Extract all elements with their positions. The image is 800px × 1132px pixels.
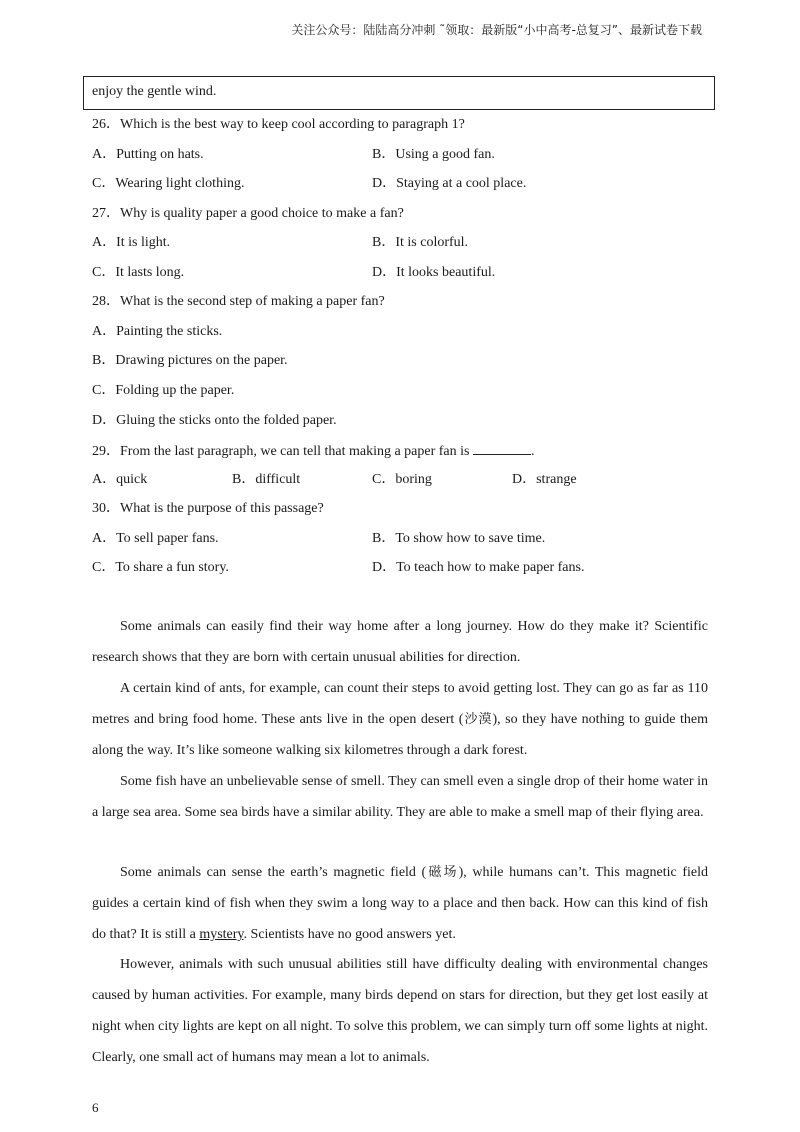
passage-paragraph-5: However, animals with such unusual abilities still have difficulty dealing with environmental changes caused by human activities. For example, many birds depend on stars for direction, but they get lost easily at night when city lights are kept on all night. To solve this problem, we can simply turn off some lights at night. Clearly, one small act of humans may mean a lot to animals. bbox=[92, 957, 708, 1065]
question-28-option-b: B．Drawing pictures on the paper. bbox=[92, 353, 288, 368]
question-28-stem: 28．What is the second step of making a paper fan? bbox=[92, 294, 385, 309]
p4-text-c: . Scientists have no good answers yet. bbox=[243, 927, 456, 942]
question-30-option-c: C．To share a fun story. bbox=[92, 560, 229, 575]
passage-paragraph-2 bbox=[92, 673, 708, 766]
answer-blank bbox=[473, 442, 531, 455]
question-26-option-d: D．Staying at a cool place. bbox=[372, 176, 527, 191]
p4-text-b: ), while humans can’t. This magnetic field guides a certain kind of fish when they swim a long way to a place and then back. How can this kind of fish do that? It is still a bbox=[92, 865, 708, 942]
question-30-option-a: A．To sell paper fans. bbox=[92, 531, 219, 546]
question-26-option-b: B．Using a good fan. bbox=[372, 147, 495, 162]
question-28-option-c: C．Folding up the paper. bbox=[92, 383, 235, 398]
question-30-option-d: D．To teach how to make paper fans. bbox=[372, 560, 585, 575]
question-29-option-d: D．strange bbox=[512, 472, 577, 487]
question-26-option-a: A．Putting on hats. bbox=[92, 147, 204, 162]
question-26-stem: 26．Which is the best way to keep cool according to paragraph 1? bbox=[92, 117, 465, 132]
p4-underlined-word: mystery bbox=[199, 927, 244, 942]
passage-paragraph-4 bbox=[92, 857, 708, 950]
passage-paragraph-1: Some animals can easily find their way home after a long journey. How do they make it? Scientific research shows that they are born with certain unusual abilities for direction. bbox=[92, 619, 708, 665]
question-29-option-c: C．boring bbox=[372, 472, 432, 487]
question-29-stem-text: 29．From the last paragraph, we can tell that making a paper fan is bbox=[92, 444, 470, 459]
question-29-option-a: A．quick bbox=[92, 472, 148, 487]
question-27-stem: 27．Why is quality paper a good choice to make a fan? bbox=[92, 206, 404, 221]
boxed-text: enjoy the gentle wind. bbox=[92, 84, 217, 99]
passage-paragraph-3: Some fish have an unbelievable sense of smell. They can smell even a single drop of their home water in a large sea area. Some sea birds have a similar ability. They are able to make a smell map of their flying area. bbox=[92, 774, 708, 820]
p4-chinese-gloss: 磁场 bbox=[426, 865, 459, 880]
p2-text-a: A certain kind of ants, for example, can count their steps to avoid getting lost. They can go as far as 110 metres and bring food home. These ants live in the open desert ( bbox=[92, 681, 708, 727]
p4-text-a: Some animals can sense the earth’s magnetic field ( bbox=[120, 865, 427, 880]
question-30-stem: 30．What is the purpose of this passage? bbox=[92, 501, 324, 516]
question-26-option-c: C．Wearing light clothing. bbox=[92, 176, 245, 191]
question-29-option-b: B．difficult bbox=[232, 472, 301, 487]
question-29-stem-end: . bbox=[531, 444, 535, 459]
question-30-option-b: B．To show how to save time. bbox=[372, 531, 546, 546]
question-29-stem bbox=[92, 442, 535, 460]
page-number: 6 bbox=[92, 1100, 99, 1115]
question-27-option-a: A．It is light. bbox=[92, 235, 171, 250]
question-27-option-b: B．It is colorful. bbox=[372, 235, 469, 250]
question-27-option-c: C．It lasts long. bbox=[92, 265, 185, 280]
question-28-option-a: A．Painting the sticks. bbox=[92, 324, 223, 339]
p2-chinese-gloss: 沙漠 bbox=[463, 712, 493, 727]
p2-text-b: ), so they have nothing to guide them along the way. It’s like someone walking six kilometres through a dark forest. bbox=[92, 712, 708, 758]
page-header-notice: 关注公众号：陆陆高分冲刺 ˜领取：最新版“小中高考-总复习”、最新试卷下载 bbox=[291, 23, 702, 37]
passage-box-ending bbox=[83, 76, 715, 110]
question-28-option-d: D．Gluing the sticks onto the folded paper. bbox=[92, 413, 337, 428]
question-27-option-d: D．It looks beautiful. bbox=[372, 265, 496, 280]
